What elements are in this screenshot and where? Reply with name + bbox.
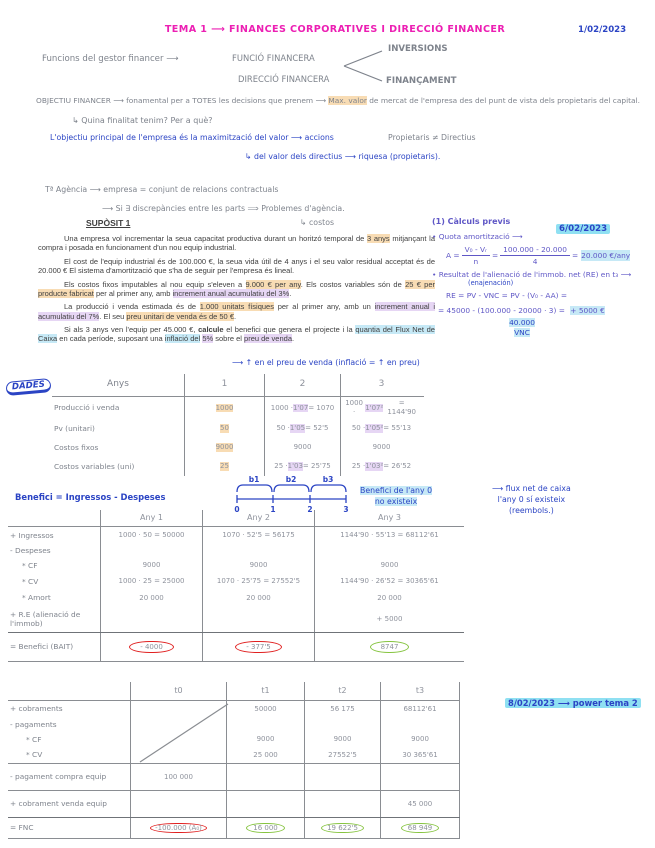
dades-cell: 9000 — [184, 438, 264, 457]
timeline-b3-label: b3 — [322, 475, 334, 484]
inversions-text: INVERSIONS — [388, 44, 448, 54]
benefici-table — [8, 510, 464, 662]
benefici-any0-line1: Benefici de l'any 0 — [360, 486, 433, 495]
btable-cell: 9000 — [202, 558, 314, 573]
dades-cell: 50 · 1'05 = 52'5 — [264, 419, 340, 438]
enajenacion-note: (enajenación) — [468, 279, 514, 288]
fraction-2-den: 4 — [532, 257, 538, 267]
ftable-cell: 9000 — [380, 732, 460, 747]
fraction-2-num: 100.000 - 20.000 — [500, 244, 570, 256]
ftable-header-t1: t1 — [226, 682, 304, 700]
dades-cell: 50 — [184, 419, 264, 438]
empty-cell-slash — [138, 702, 230, 764]
dades-header-1: 1 — [184, 374, 264, 396]
propietaris-directius-text: Propietaris ≠ Directius — [388, 133, 476, 142]
dades-cell: 9000 — [340, 438, 422, 457]
dades-row-label: Pv (unitari) — [54, 423, 95, 433]
dades-row-label: Costos variables (uni) — [54, 461, 135, 471]
calculs-previs-block — [432, 216, 654, 338]
fnc-table — [8, 682, 460, 839]
ftable-row-label: * CF — [26, 734, 42, 744]
ftable-header-t3: t3 — [380, 682, 460, 700]
re-formula-2-lhs: = 45000 - (100.000 - 20000 · 3) = — [438, 306, 565, 316]
dades-cell: 25 · 1'03 = 25'75 — [264, 457, 340, 476]
timeline-b2-label: b2 — [285, 475, 297, 484]
btable-cell: 20 000 — [314, 590, 464, 606]
dades-cell: 25 — [184, 457, 264, 476]
fnc-t2-value: 19 622'5 — [321, 823, 364, 834]
vnc-label: VNC — [514, 327, 530, 337]
benefici-any1-value: - 4000 — [129, 641, 174, 654]
fraction-2 — [500, 244, 570, 267]
dades-table — [52, 374, 424, 476]
brace-icon — [342, 46, 384, 86]
re-formula-2 — [438, 305, 654, 316]
dades-header-3: 3 — [340, 374, 422, 396]
ftable-row-label: = FNC — [10, 823, 34, 833]
fnc-any0-line2: l'any 0 sí existeix — [497, 494, 566, 504]
discrepancies-text: ⟶ Si ∃ discrepàncies entre les parts ⟹ Problemes d'agència. — [102, 204, 345, 213]
equals-1: = — [491, 251, 499, 261]
timeline-b1-label: b1 — [248, 475, 260, 484]
fraction-1-den: n — [473, 257, 479, 267]
ftable-cell: 100 000 — [130, 764, 226, 790]
suposit-heading: SUPÒSIT 1 — [86, 218, 131, 228]
fnc-t0-value: -100.000 (A₀) — [150, 823, 207, 834]
ftable-cell: 68112'61 — [380, 701, 460, 717]
btable-cell: 1070 · 52'5 = 56175 — [202, 527, 314, 544]
ftable-row-label: + cobraments — [10, 704, 63, 714]
dades-row-label: Costos fixos — [54, 442, 99, 452]
btable-header-any1: Any 1 — [100, 510, 202, 526]
vnc-value: 40.000 — [509, 318, 535, 328]
btable-row-label: + R.E (alienació de l'immob) — [10, 609, 81, 628]
fraction-1-num: V₀ - Vᵣ — [462, 244, 490, 256]
ftable-cell: 27552'5 — [304, 747, 380, 763]
ftable-cell: 9000 — [226, 732, 304, 747]
ftable-cell: 45 000 — [380, 791, 460, 817]
inflacio-note-text: ⟶ ↑ en el preu de venda (inflació = ↑ en preu) — [232, 358, 420, 367]
btable-row-label: - Despeses — [10, 546, 51, 556]
btable-header-any3: Any 3 — [314, 510, 464, 526]
costos-text: ↳ costos — [300, 218, 335, 227]
dades-row-label: Producció i venda — [54, 403, 120, 413]
date-bottom: 8/02/2023 ⟶ power tema 2 — [505, 698, 641, 708]
ftable-row-label: + cobrament venda equip — [10, 799, 107, 809]
suposit-paragraph-1: Una empresa vol incrementar la seua capacitat productiva durant un horitzó temporal de 3 anys mitjançant la compra i posada en funcionament d'un nou equip industrial. — [38, 234, 435, 253]
dades-header-anys: Anys — [107, 379, 129, 390]
benefici-formula-text: Benefici = Ingressos - Despeses — [15, 492, 166, 502]
suposit-paragraph-4: La producció i venda estimada és de 1.000 unitats físiques per al primer any, amb un increment anual i acumulatiu del 7%. El seu preu unitari de venda és de 50 €. — [38, 302, 435, 321]
ftable-cell: 30 365'61 — [380, 747, 460, 763]
btable-cell: 1144'90 · 55'13 = 68112'61 — [314, 527, 464, 544]
funcions-gestor-text: Funcions del gestor financer ⟶ — [42, 54, 179, 64]
timeline-diagram — [232, 474, 352, 514]
btable-cell: 9000 — [314, 558, 464, 573]
btable-cell: 1070 · 25'75 = 27552'5 — [202, 573, 314, 590]
fnc-any0-line3: (reembols.) — [509, 505, 554, 515]
suposit-paragraph-5: Si als 3 anys ven l'equip per 45.000 €, calcule el benefici que genera el projecte i la quantia del Flux Net de Caixa en cada període, suposant una inflació del 5% sobre el preu de venda. — [38, 325, 435, 344]
suposit-block — [38, 218, 435, 348]
btable-cell: 20 000 — [202, 590, 314, 606]
benefici-any0-note — [360, 486, 432, 508]
re-result: + 5000 € — [570, 306, 605, 316]
ftable-row-label: - pagaments — [10, 719, 57, 729]
btable-row-label: * CV — [22, 576, 39, 586]
valor-directius-text: ↳ del valor dels directius ⟶ riquesa (propietaris). — [245, 152, 441, 161]
timeline-tick-0: 0 — [234, 505, 240, 514]
benefici-any0-line2: no existeix — [374, 496, 418, 506]
ftable-cell: 25 000 — [226, 747, 304, 763]
dades-cell: 1000 — [184, 397, 264, 419]
btable-cell: + 5000 — [314, 606, 464, 632]
suposit-paragraph-2: El cost de l'equip industrial és de 100.000 €, la seua vida útil de 4 anys i el seu valor residual acceptat és de 20.000 € El sistema d'amortització que s'ha de seguir per l'empresa és lineal. — [38, 256, 435, 276]
btable-cell: 1000 · 25 = 25000 — [100, 573, 202, 590]
btable-row-label: * CF — [22, 560, 38, 570]
date-top: 1/02/2023 — [578, 25, 627, 35]
timeline-tick-2: 2 — [307, 505, 313, 514]
fnc-any0-line1: ⟶ flux net de caixa — [492, 484, 571, 493]
dades-cell: 1000 · 1'07² = 1144'90 — [340, 397, 422, 419]
fnc-any0-note — [492, 484, 571, 517]
page-title: TEMA 1 ⟶ FINANCES CORPORATIVES I DIRECCIÓ FINANCER — [164, 24, 506, 35]
amortitzacio-result: 20.000 €/any — [581, 251, 631, 261]
dades-cell: 50 · 1'05² = 55'13 — [340, 419, 422, 438]
ftable-cell: 9000 — [304, 732, 380, 747]
benefici-any3-value: 8747 — [370, 641, 410, 654]
formula-lhs: A = — [446, 251, 460, 261]
direccio-financera-text: DIRECCIÓ FINANCERA — [238, 74, 330, 84]
dades-header-2: 2 — [264, 374, 340, 396]
btable-cell: 20 000 — [100, 590, 202, 606]
btable-cell: 1144'90 · 26'52 = 30365'61 — [314, 573, 464, 590]
timeline-tick-3: 3 — [343, 505, 349, 514]
amortitzacio-formula — [446, 244, 654, 267]
quina-finalitat-text: ↳ Quina finalitat tenim? Per a què? — [72, 116, 213, 125]
re-formula-1: RE = PV - VNC = PV - (V₀ - AA) = — [446, 291, 568, 301]
dades-cell: 1000 · 1'07 = 1070 — [264, 397, 340, 419]
date-mid: 6/02/2023 — [556, 224, 610, 234]
quota-amortitzacio-text: • Quota amortització ⟶ — [432, 232, 523, 241]
financament-text: FINANÇAMENT — [386, 76, 457, 86]
benefici-any2-value: - 377'5 — [235, 641, 282, 654]
ftable-cell: 50000 — [226, 701, 304, 717]
equals-2: = — [571, 251, 579, 261]
agencia-definicio-text: Tª Agència ⟶ empresa = conjunt de relacions contractuals — [45, 185, 279, 194]
btable-row-label: * Amort — [22, 593, 51, 603]
ftable-row-label: * CV — [26, 750, 43, 760]
dades-cell: 9000 — [264, 438, 340, 457]
objectiu-financer-text: OBJECTIU FINANCER ⟶ fonamental per a TOTES les decisions que prenem ⟶ Max. valor de mercat de l'empresa des del punt de vista dels propietaris del capital. — [36, 96, 640, 105]
suposit-paragraph-3: Els costos fixos imputables al nou equip s'eleven a 9.000 € per any. Els costos variables són de 25 € per producte fabricat per al primer any, amb increment anual acumulatiu del 3%. — [38, 279, 435, 298]
resultat-alienacio-text: • Resultat de l'alienació de l'immob. net (RE) en t₃ ⟶ — [432, 270, 632, 280]
fraction-1 — [462, 244, 490, 267]
btable-row-label: = Benefici (BAIT) — [10, 642, 74, 652]
ftable-cell: 56 175 — [304, 701, 380, 717]
fnc-t1-value: 16 000 — [246, 823, 285, 834]
fnc-t3-value: 68 949 — [401, 823, 440, 834]
calculs-heading: (1) Càlculs previs — [432, 217, 511, 226]
timeline-tick-1: 1 — [270, 505, 276, 514]
btable-cell: 1000 · 50 = 50000 — [100, 527, 202, 544]
objectiu-principal-text: L'objectiu principal de l'empresa és la maximització del valor ⟶ accions — [50, 133, 334, 142]
ftable-row-label: - pagament compra equip — [10, 772, 107, 782]
ftable-header-t2: t2 — [304, 682, 380, 700]
btable-cell: 9000 — [100, 558, 202, 573]
btable-row-label: + Ingressos — [10, 530, 54, 540]
dades-cell: 25 · 1'03² = 26'52 — [340, 457, 422, 476]
dades-badge: DADES — [5, 378, 51, 396]
funcio-financera-text: FUNCIÓ FINANCERA — [232, 53, 315, 63]
ftable-header-t0: t0 — [130, 682, 226, 700]
btable-header-any2: Any 2 — [202, 510, 314, 526]
vnc-note — [492, 318, 552, 337]
